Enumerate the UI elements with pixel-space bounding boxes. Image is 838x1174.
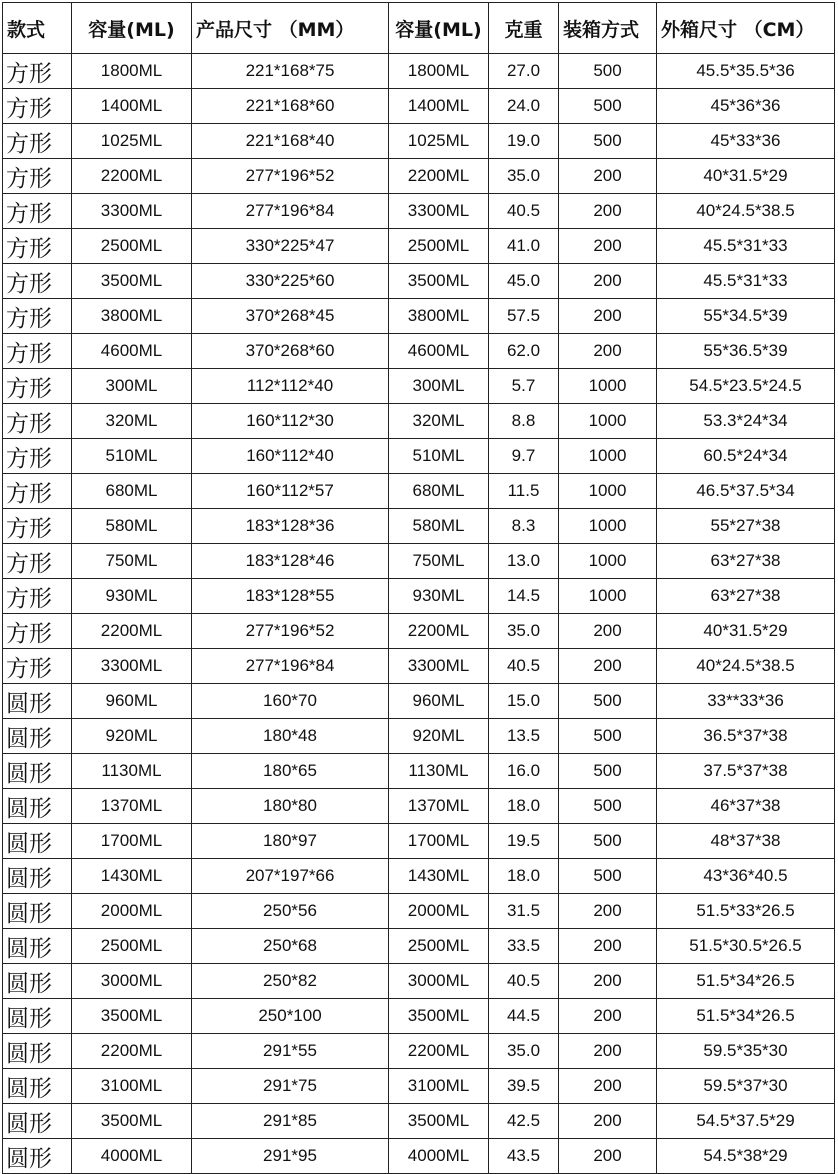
table-header	[3, 3, 835, 54]
product-size-cell: 277*196*84	[192, 649, 389, 684]
product-size-cell: 180*80	[192, 789, 389, 824]
capacity-cell-2: 3300ML	[389, 194, 489, 229]
table-row	[3, 89, 835, 124]
weight-cell: 35.0	[489, 614, 559, 649]
weight-cell: 8.8	[489, 404, 559, 439]
table-row	[3, 404, 835, 439]
capacity-cell-2: 510ML	[389, 439, 489, 474]
capacity-cell-2: 2200ML	[389, 614, 489, 649]
capacity-cell: 2000ML	[72, 894, 192, 929]
packing-cell: 1000	[559, 579, 657, 614]
product-size-cell: 221*168*40	[192, 124, 389, 159]
capacity-cell: 2500ML	[72, 929, 192, 964]
table-row	[3, 334, 835, 369]
table-row	[3, 544, 835, 579]
carton-size-cell: 40*24.5*38.5	[657, 649, 835, 684]
capacity-cell-2: 1130ML	[389, 754, 489, 789]
product-size-cell: 291*95	[192, 1139, 389, 1174]
header-style: 款式	[3, 3, 72, 54]
product-size-cell: 330*225*47	[192, 229, 389, 264]
style-cell: 方形	[3, 439, 72, 474]
style-cell: 方形	[3, 54, 72, 89]
weight-cell: 5.7	[489, 369, 559, 404]
capacity-cell: 2500ML	[72, 229, 192, 264]
capacity-cell: 2200ML	[72, 614, 192, 649]
table-body	[3, 54, 835, 1174]
product-size-cell: 370*268*45	[192, 299, 389, 334]
carton-size-cell: 43*36*40.5	[657, 859, 835, 894]
packing-cell: 200	[559, 194, 657, 229]
capacity-cell: 580ML	[72, 509, 192, 544]
weight-cell: 9.7	[489, 439, 559, 474]
product-size-cell: 160*112*30	[192, 404, 389, 439]
capacity-cell-2: 1700ML	[389, 824, 489, 859]
product-size-cell: 180*65	[192, 754, 389, 789]
style-cell: 圆形	[3, 1069, 72, 1104]
table-row	[3, 54, 835, 89]
table-row	[3, 369, 835, 404]
carton-size-cell: 45*36*36	[657, 89, 835, 124]
capacity-cell-2: 1800ML	[389, 54, 489, 89]
capacity-cell-2: 3100ML	[389, 1069, 489, 1104]
capacity-cell: 3100ML	[72, 1069, 192, 1104]
table-row	[3, 439, 835, 474]
capacity-cell-2: 3000ML	[389, 964, 489, 999]
carton-size-cell: 53.3*24*34	[657, 404, 835, 439]
packing-cell: 500	[559, 754, 657, 789]
weight-cell: 8.3	[489, 509, 559, 544]
packing-cell: 1000	[559, 509, 657, 544]
carton-size-cell: 51.5*30.5*26.5	[657, 929, 835, 964]
product-size-cell: 250*56	[192, 894, 389, 929]
style-cell: 方形	[3, 614, 72, 649]
capacity-cell: 510ML	[72, 439, 192, 474]
capacity-cell: 960ML	[72, 684, 192, 719]
product-size-cell: 180*48	[192, 719, 389, 754]
weight-cell: 19.5	[489, 824, 559, 859]
style-cell: 圆形	[3, 964, 72, 999]
style-cell: 方形	[3, 194, 72, 229]
capacity-cell-2: 1400ML	[389, 89, 489, 124]
product-size-cell: 277*196*84	[192, 194, 389, 229]
capacity-cell-2: 1025ML	[389, 124, 489, 159]
header-packing: 装箱方式	[559, 3, 657, 54]
product-size-cell: 160*112*40	[192, 439, 389, 474]
weight-cell: 62.0	[489, 334, 559, 369]
carton-size-cell: 45.5*31*33	[657, 264, 835, 299]
header-weight: 克重	[489, 3, 559, 54]
style-cell: 方形	[3, 649, 72, 684]
style-cell: 方形	[3, 89, 72, 124]
table-row	[3, 474, 835, 509]
table-row	[3, 1069, 835, 1104]
carton-size-cell: 45*33*36	[657, 124, 835, 159]
table-row	[3, 1034, 835, 1069]
packing-cell: 200	[559, 264, 657, 299]
table-row	[3, 264, 835, 299]
table-row	[3, 124, 835, 159]
style-cell: 圆形	[3, 929, 72, 964]
capacity-cell: 1025ML	[72, 124, 192, 159]
packing-cell: 200	[559, 334, 657, 369]
capacity-cell: 4000ML	[72, 1139, 192, 1174]
packing-cell: 1000	[559, 474, 657, 509]
product-size-cell: 207*197*66	[192, 859, 389, 894]
carton-size-cell: 45.5*35.5*36	[657, 54, 835, 89]
product-size-cell: 221*168*75	[192, 54, 389, 89]
weight-cell: 24.0	[489, 89, 559, 124]
packing-cell: 500	[559, 824, 657, 859]
carton-size-cell: 63*27*38	[657, 579, 835, 614]
packing-cell: 500	[559, 859, 657, 894]
weight-cell: 39.5	[489, 1069, 559, 1104]
capacity-cell-2: 2000ML	[389, 894, 489, 929]
packing-cell: 1000	[559, 369, 657, 404]
style-cell: 方形	[3, 229, 72, 264]
packing-cell: 200	[559, 1034, 657, 1069]
capacity-cell-2: 920ML	[389, 719, 489, 754]
product-size-cell: 183*128*46	[192, 544, 389, 579]
style-cell: 方形	[3, 264, 72, 299]
header-product-size: 产品尺寸 （MM）	[192, 3, 389, 54]
weight-cell: 18.0	[489, 789, 559, 824]
capacity-cell-2: 4000ML	[389, 1139, 489, 1174]
style-cell: 方形	[3, 474, 72, 509]
carton-size-cell: 54.5*37.5*29	[657, 1104, 835, 1139]
carton-size-cell: 48*37*38	[657, 824, 835, 859]
carton-size-cell: 37.5*37*38	[657, 754, 835, 789]
weight-cell: 33.5	[489, 929, 559, 964]
capacity-cell-2: 930ML	[389, 579, 489, 614]
weight-cell: 14.5	[489, 579, 559, 614]
capacity-cell: 3500ML	[72, 1104, 192, 1139]
capacity-cell: 1370ML	[72, 789, 192, 824]
capacity-cell-2: 2200ML	[389, 1034, 489, 1069]
capacity-cell-2: 680ML	[389, 474, 489, 509]
style-cell: 方形	[3, 544, 72, 579]
style-cell: 方形	[3, 299, 72, 334]
product-size-cell: 370*268*60	[192, 334, 389, 369]
carton-size-cell: 36.5*37*38	[657, 719, 835, 754]
packing-cell: 200	[559, 299, 657, 334]
capacity-cell-2: 1370ML	[389, 789, 489, 824]
weight-cell: 42.5	[489, 1104, 559, 1139]
capacity-cell-2: 960ML	[389, 684, 489, 719]
weight-cell: 41.0	[489, 229, 559, 264]
packing-cell: 200	[559, 929, 657, 964]
carton-size-cell: 55*34.5*39	[657, 299, 835, 334]
style-cell: 方形	[3, 509, 72, 544]
product-size-cell: 183*128*55	[192, 579, 389, 614]
table-row	[3, 299, 835, 334]
table-row	[3, 649, 835, 684]
carton-size-cell: 51.5*34*26.5	[657, 964, 835, 999]
product-size-cell: 291*85	[192, 1104, 389, 1139]
header-capacity-2: 容量(ML)	[389, 3, 489, 54]
capacity-cell: 2200ML	[72, 159, 192, 194]
style-cell: 方形	[3, 124, 72, 159]
packing-cell: 500	[559, 684, 657, 719]
product-size-cell: 183*128*36	[192, 509, 389, 544]
carton-size-cell: 33**33*36	[657, 684, 835, 719]
carton-size-cell: 59.5*35*30	[657, 1034, 835, 1069]
capacity-cell-2: 300ML	[389, 369, 489, 404]
capacity-cell: 3500ML	[72, 264, 192, 299]
carton-size-cell: 54.5*23.5*24.5	[657, 369, 835, 404]
weight-cell: 57.5	[489, 299, 559, 334]
header-capacity: 容量(ML)	[72, 3, 192, 54]
table-row	[3, 719, 835, 754]
capacity-cell: 1130ML	[72, 754, 192, 789]
table-row	[3, 1139, 835, 1174]
table-row	[3, 859, 835, 894]
style-cell: 圆形	[3, 1139, 72, 1174]
weight-cell: 43.5	[489, 1139, 559, 1174]
product-size-cell: 250*82	[192, 964, 389, 999]
table-row	[3, 614, 835, 649]
weight-cell: 16.0	[489, 754, 559, 789]
weight-cell: 40.5	[489, 964, 559, 999]
spec-table	[2, 2, 835, 1174]
packing-cell: 1000	[559, 544, 657, 579]
capacity-cell-2: 2200ML	[389, 159, 489, 194]
weight-cell: 18.0	[489, 859, 559, 894]
style-cell: 圆形	[3, 999, 72, 1034]
capacity-cell: 930ML	[72, 579, 192, 614]
carton-size-cell: 54.5*38*29	[657, 1139, 835, 1174]
product-size-cell: 112*112*40	[192, 369, 389, 404]
product-size-cell: 221*168*60	[192, 89, 389, 124]
table-row	[3, 964, 835, 999]
packing-cell: 500	[559, 89, 657, 124]
style-cell: 方形	[3, 334, 72, 369]
style-cell: 方形	[3, 404, 72, 439]
packing-cell: 200	[559, 999, 657, 1034]
packing-cell: 200	[559, 1069, 657, 1104]
table-row	[3, 894, 835, 929]
capacity-cell: 3800ML	[72, 299, 192, 334]
weight-cell: 44.5	[489, 999, 559, 1034]
capacity-cell: 750ML	[72, 544, 192, 579]
product-size-cell: 330*225*60	[192, 264, 389, 299]
capacity-cell: 4600ML	[72, 334, 192, 369]
carton-size-cell: 40*24.5*38.5	[657, 194, 835, 229]
carton-size-cell: 55*36.5*39	[657, 334, 835, 369]
capacity-cell-2: 4600ML	[389, 334, 489, 369]
weight-cell: 15.0	[489, 684, 559, 719]
style-cell: 圆形	[3, 789, 72, 824]
style-cell: 圆形	[3, 824, 72, 859]
table-row	[3, 684, 835, 719]
product-size-cell: 250*100	[192, 999, 389, 1034]
packing-cell: 200	[559, 964, 657, 999]
carton-size-cell: 40*31.5*29	[657, 614, 835, 649]
table-row	[3, 824, 835, 859]
style-cell: 圆形	[3, 859, 72, 894]
style-cell: 圆形	[3, 719, 72, 754]
style-cell: 方形	[3, 579, 72, 614]
weight-cell: 35.0	[489, 159, 559, 194]
style-cell: 圆形	[3, 754, 72, 789]
table-row	[3, 194, 835, 229]
capacity-cell-2: 580ML	[389, 509, 489, 544]
capacity-cell: 3300ML	[72, 649, 192, 684]
product-size-cell: 277*196*52	[192, 159, 389, 194]
table-row	[3, 754, 835, 789]
carton-size-cell: 51.5*33*26.5	[657, 894, 835, 929]
product-size-cell: 160*70	[192, 684, 389, 719]
table-row	[3, 929, 835, 964]
capacity-cell: 1430ML	[72, 859, 192, 894]
capacity-cell-2: 3500ML	[389, 999, 489, 1034]
weight-cell: 19.0	[489, 124, 559, 159]
capacity-cell: 3300ML	[72, 194, 192, 229]
capacity-cell: 320ML	[72, 404, 192, 439]
packing-cell: 200	[559, 1139, 657, 1174]
table-row	[3, 229, 835, 264]
packing-cell: 200	[559, 1104, 657, 1139]
packing-cell: 500	[559, 719, 657, 754]
capacity-cell-2: 320ML	[389, 404, 489, 439]
product-size-cell: 180*97	[192, 824, 389, 859]
style-cell: 圆形	[3, 1034, 72, 1069]
carton-size-cell: 45.5*31*33	[657, 229, 835, 264]
capacity-cell: 1400ML	[72, 89, 192, 124]
packing-cell: 200	[559, 159, 657, 194]
capacity-cell-2: 1430ML	[389, 859, 489, 894]
product-size-cell: 291*55	[192, 1034, 389, 1069]
table-row	[3, 159, 835, 194]
packing-cell: 200	[559, 649, 657, 684]
weight-cell: 27.0	[489, 54, 559, 89]
packing-cell: 1000	[559, 404, 657, 439]
capacity-cell-2: 3500ML	[389, 1104, 489, 1139]
style-cell: 圆形	[3, 894, 72, 929]
capacity-cell: 680ML	[72, 474, 192, 509]
capacity-cell: 3500ML	[72, 999, 192, 1034]
capacity-cell-2: 3300ML	[389, 649, 489, 684]
table-row	[3, 1104, 835, 1139]
weight-cell: 40.5	[489, 194, 559, 229]
capacity-cell-2: 3800ML	[389, 299, 489, 334]
packing-cell: 200	[559, 229, 657, 264]
style-cell: 圆形	[3, 1104, 72, 1139]
table-row	[3, 999, 835, 1034]
carton-size-cell: 55*27*38	[657, 509, 835, 544]
capacity-cell-2: 2500ML	[389, 229, 489, 264]
capacity-cell-2: 2500ML	[389, 929, 489, 964]
weight-cell: 11.5	[489, 474, 559, 509]
header-row	[3, 3, 835, 54]
weight-cell: 40.5	[489, 649, 559, 684]
weight-cell: 31.5	[489, 894, 559, 929]
carton-size-cell: 46.5*37.5*34	[657, 474, 835, 509]
capacity-cell: 300ML	[72, 369, 192, 404]
carton-size-cell: 63*27*38	[657, 544, 835, 579]
product-size-cell: 291*75	[192, 1069, 389, 1104]
carton-size-cell: 60.5*24*34	[657, 439, 835, 474]
carton-size-cell: 40*31.5*29	[657, 159, 835, 194]
packing-cell: 500	[559, 789, 657, 824]
style-cell: 方形	[3, 369, 72, 404]
style-cell: 方形	[3, 159, 72, 194]
table-row	[3, 789, 835, 824]
product-size-cell: 160*112*57	[192, 474, 389, 509]
packing-cell: 500	[559, 54, 657, 89]
capacity-cell: 920ML	[72, 719, 192, 754]
capacity-cell-2: 3500ML	[389, 264, 489, 299]
packing-cell: 500	[559, 124, 657, 159]
packing-cell: 200	[559, 894, 657, 929]
capacity-cell: 2200ML	[72, 1034, 192, 1069]
product-size-cell: 250*68	[192, 929, 389, 964]
capacity-cell: 1700ML	[72, 824, 192, 859]
weight-cell: 13.0	[489, 544, 559, 579]
weight-cell: 35.0	[489, 1034, 559, 1069]
capacity-cell: 3000ML	[72, 964, 192, 999]
weight-cell: 13.5	[489, 719, 559, 754]
carton-size-cell: 46*37*38	[657, 789, 835, 824]
capacity-cell: 1800ML	[72, 54, 192, 89]
packing-cell: 200	[559, 614, 657, 649]
carton-size-cell: 51.5*34*26.5	[657, 999, 835, 1034]
table-row	[3, 509, 835, 544]
capacity-cell-2: 750ML	[389, 544, 489, 579]
weight-cell: 45.0	[489, 264, 559, 299]
header-carton-size: 外箱尺寸 （CM）	[657, 3, 835, 54]
packing-cell: 1000	[559, 439, 657, 474]
carton-size-cell: 59.5*37*30	[657, 1069, 835, 1104]
product-size-cell: 277*196*52	[192, 614, 389, 649]
style-cell: 圆形	[3, 684, 72, 719]
table-row	[3, 579, 835, 614]
